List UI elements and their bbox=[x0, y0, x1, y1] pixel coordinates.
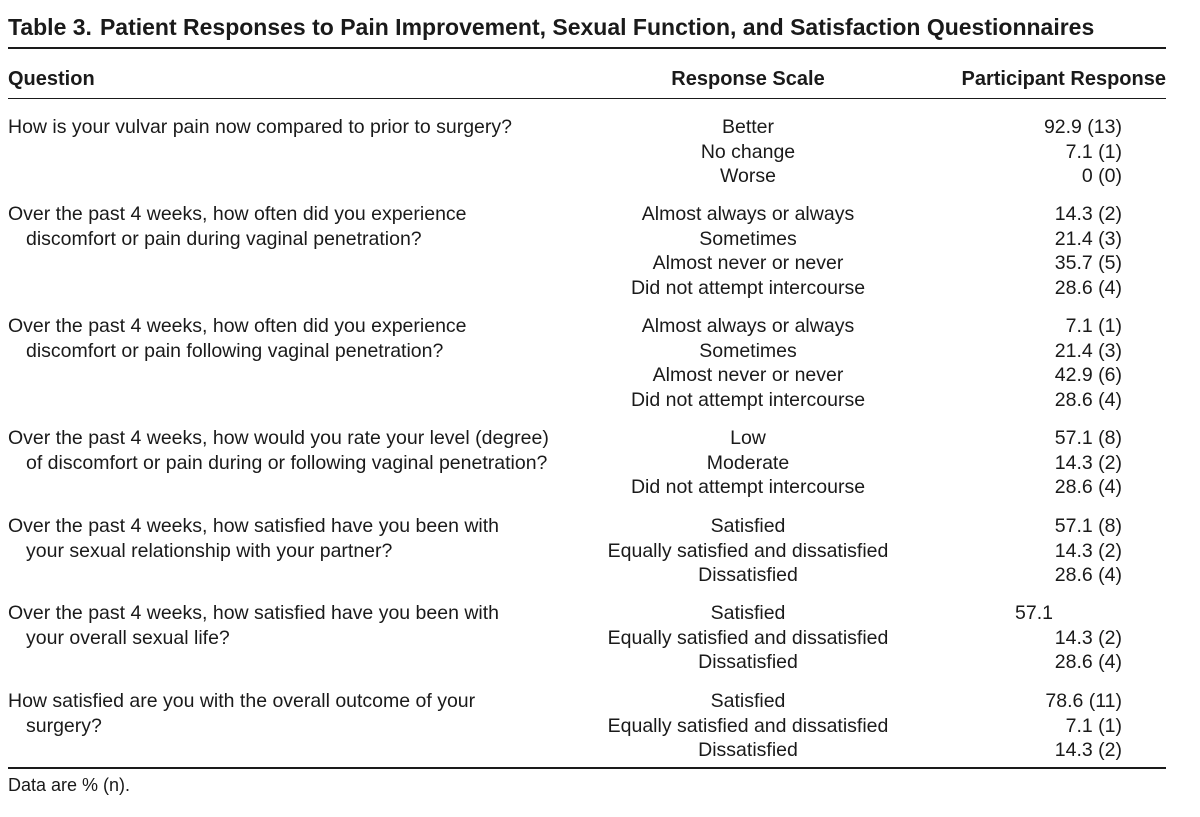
participant-response-value: 14.3 (2) bbox=[1054, 539, 1122, 562]
participant-response-value: 57.1 (8) bbox=[1054, 515, 1122, 537]
table-title bbox=[8, 14, 1094, 41]
column-header-response-scale: Response Scale bbox=[671, 68, 825, 90]
participant-response-value: 14.3 (2) bbox=[1054, 626, 1122, 649]
question-line: Over the past 4 weeks, how satisfied have you been with bbox=[8, 602, 500, 624]
question-text bbox=[8, 426, 568, 475]
participant-response-value: 14.3 (2) bbox=[1054, 739, 1122, 761]
response-scale-option: Satisfied bbox=[710, 515, 786, 537]
participant-response-value: 42.9 (6) bbox=[1054, 364, 1122, 386]
response-scale-option: Better bbox=[721, 116, 775, 138]
question-line: Over the past 4 weeks, how often did you experience bbox=[8, 203, 467, 225]
response-scale-option: Almost never or never bbox=[652, 364, 844, 386]
question-text bbox=[8, 314, 568, 363]
response-scale-option: Did not attempt intercourse bbox=[630, 476, 866, 498]
participant-response-value: 28.6 (4) bbox=[1054, 476, 1122, 498]
participant-response-value: 0 (0) bbox=[1081, 165, 1122, 187]
column-header-participant-response: Participant Response bbox=[961, 68, 1166, 90]
bottom-rule bbox=[8, 767, 1166, 769]
question-line: Over the past 4 weeks, how satisfied have you been with bbox=[8, 515, 500, 537]
response-scale-option: Almost always or always bbox=[641, 203, 855, 225]
question-line: discomfort or pain following vaginal penetration? bbox=[26, 339, 444, 362]
participant-response-value: 7.1 (1) bbox=[1065, 315, 1122, 337]
response-scale-option: Almost always or always bbox=[641, 315, 855, 337]
response-scale-option: Moderate bbox=[706, 451, 790, 474]
top-rule bbox=[8, 47, 1166, 49]
table-label: Table 3. bbox=[8, 14, 92, 40]
participant-response-value: 28.6 (4) bbox=[1054, 651, 1122, 673]
response-scale-option: Did not attempt intercourse bbox=[630, 388, 866, 411]
response-scale-option: Did not attempt intercourse bbox=[630, 276, 866, 299]
response-scale-option: Dissatisfied bbox=[698, 739, 798, 761]
response-scale-option: Equally satisfied and dissatisfied bbox=[607, 626, 889, 649]
response-scale-option: Worse bbox=[720, 165, 776, 187]
question-line: Over the past 4 weeks, how often did you experience bbox=[8, 315, 467, 337]
question-line: discomfort or pain during vaginal penetration? bbox=[26, 227, 422, 250]
participant-response-value: 7.1 (1) bbox=[1065, 140, 1122, 163]
response-scale-option: Dissatisfied bbox=[698, 564, 798, 586]
participant-response-value: 14.3 (2) bbox=[1054, 203, 1122, 225]
participant-response-value: 28.6 (4) bbox=[1054, 564, 1122, 586]
response-scale-option: Satisfied bbox=[710, 602, 786, 624]
response-scale-option: Equally satisfied and dissatisfied bbox=[607, 539, 889, 562]
response-scale-option: Almost never or never bbox=[652, 252, 844, 274]
participant-response-value: 21.4 (3) bbox=[1054, 339, 1122, 362]
question-line: Over the past 4 weeks, how would you rate your level (degree) bbox=[8, 427, 549, 449]
response-scale-option: No change bbox=[700, 140, 796, 163]
column-header-question: Question bbox=[8, 68, 95, 90]
participant-response-value: 28.6 (4) bbox=[1054, 276, 1122, 299]
response-scale-option: Sometimes bbox=[699, 339, 797, 362]
participant-response-value: 14.3 (2) bbox=[1054, 451, 1122, 474]
table-title-text: Patient Responses to Pain Improvement, Sexual Function, and Satisfaction Questionnaires bbox=[99, 14, 1095, 40]
question-line: your overall sexual life? bbox=[26, 626, 230, 649]
participant-response-value: 35.7 (5) bbox=[1054, 252, 1122, 274]
question-text bbox=[8, 202, 568, 251]
question-line: your sexual relationship with your partner? bbox=[26, 539, 393, 562]
participant-response-value: 57.1 (8) bbox=[1054, 427, 1122, 449]
participant-response-value: 78.6 (11) bbox=[1045, 690, 1122, 712]
participant-response-value: 7.1 (1) bbox=[1065, 714, 1122, 737]
table-footnote: Data are % (n). bbox=[8, 775, 131, 795]
question-line: How satisfied are you with the overall outcome of your bbox=[8, 690, 476, 712]
question-text bbox=[8, 115, 568, 140]
question-text bbox=[8, 601, 568, 650]
question-line: of discomfort or pain during or following vaginal penetration? bbox=[26, 451, 548, 474]
response-scale-option: Sometimes bbox=[699, 227, 797, 250]
participant-response-value: 28.6 (4) bbox=[1054, 388, 1122, 411]
participant-response-value: 92.9 (13) bbox=[1043, 116, 1122, 138]
question-line: surgery? bbox=[26, 714, 102, 737]
header-rule bbox=[8, 98, 1166, 99]
response-scale-option: Dissatisfied bbox=[698, 651, 798, 673]
question-line: How is your vulvar pain now compared to prior to surgery? bbox=[8, 116, 512, 138]
participant-response-value: 57.1 bbox=[1015, 602, 1053, 624]
question-text bbox=[8, 689, 568, 738]
participant-response-value: 21.4 (3) bbox=[1054, 227, 1122, 250]
response-scale-option: Low bbox=[730, 427, 766, 449]
response-scale-option: Satisfied bbox=[710, 690, 786, 712]
response-scale-option: Equally satisfied and dissatisfied bbox=[607, 714, 889, 737]
question-text bbox=[8, 514, 568, 563]
